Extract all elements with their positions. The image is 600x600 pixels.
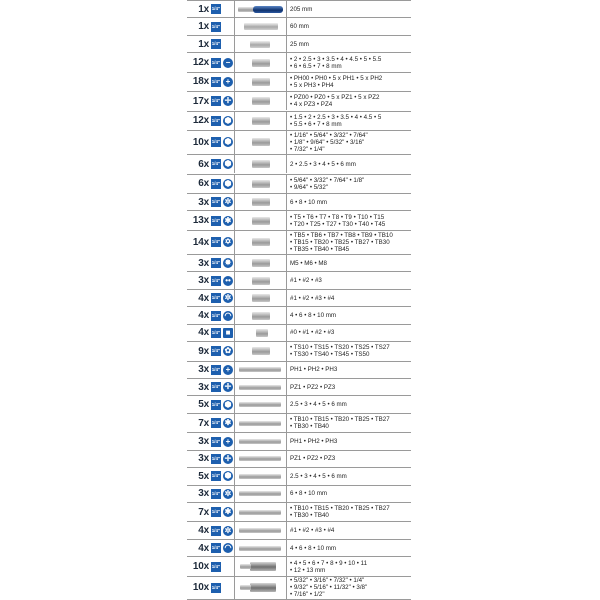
quantity: 4x [198, 310, 209, 322]
size-list: #1 • #2 • #3 • #4 [290, 527, 335, 535]
table-row [187, 230, 411, 254]
size-list: • 5/64" • 3/32" • 7/64" • 1/8" • 9/64" • 5/32" [290, 176, 365, 191]
size-list: • 2 • 2.5 • 3 • 3.5 • 4 • 4.5 • 5 • 5.5 • 6 • 6.5 • 7 • 8 mm [290, 55, 382, 70]
column-divider [286, 414, 287, 432]
table-row [187, 485, 411, 502]
column-divider [234, 73, 235, 91]
table-row [187, 193, 411, 210]
tool-bit-shape [252, 259, 270, 267]
size-list: 2.5 • 3 • 4 • 5 • 6 mm [290, 401, 347, 409]
table-row [187, 210, 411, 229]
size-list: PZ1 • PZ2 • PZ3 [290, 383, 336, 391]
column-divider [234, 540, 235, 556]
column-divider [286, 175, 287, 193]
table-row [187, 432, 411, 449]
size-list: 4 • 6 • 8 • 10 mm [290, 312, 337, 320]
column-divider [234, 396, 235, 412]
table-row [187, 413, 411, 432]
pozidriv-tip-icon: ✛ [224, 96, 232, 106]
quantity: 4x [198, 525, 209, 537]
size-list: 2 • 2.5 • 3 • 4 • 5 • 6 mm [290, 160, 356, 168]
bit-image [236, 231, 284, 254]
long-image [236, 468, 284, 484]
table-row [187, 35, 411, 52]
column-divider [234, 451, 235, 467]
size-list: PH1 • PH2 • PH3 [290, 366, 338, 374]
spanner-tip-icon: •• [223, 276, 233, 286]
tool-bit-shape [252, 347, 270, 355]
quantity: 18x [192, 76, 209, 88]
tool-bit-shape [252, 117, 270, 125]
bit-image [236, 255, 284, 271]
long-image [236, 540, 284, 556]
long-image [236, 503, 284, 521]
size-list: 25 mm [290, 40, 309, 48]
column-divider [234, 325, 235, 341]
drive-size-badge: 1/4" [211, 526, 221, 536]
tool-bit-shape [252, 138, 270, 146]
drive-size-badge: 1/4" [211, 137, 221, 147]
quantity: 7x [198, 417, 209, 429]
triwing-tip-icon: ✲ [224, 525, 232, 535]
table-row [187, 0, 411, 17]
quantity: 1x [198, 38, 209, 50]
quantity: 4x [198, 327, 209, 339]
quantity: 3x [198, 257, 209, 269]
tool-bit-shape [239, 439, 281, 444]
table-row [187, 502, 411, 521]
tool-bit-shape [256, 329, 268, 337]
column-divider [286, 272, 287, 288]
drive-size-badge: 1/4" [211, 39, 221, 49]
table-row [187, 72, 411, 91]
tool-bit-shape [239, 528, 281, 533]
size-list: • TB10 • TB15 • TB20 • TB25 • TB27 • TB30 • TB40 [290, 505, 390, 520]
hex-ball-tip-icon: ⬢ [224, 159, 232, 169]
column-divider [234, 557, 235, 575]
column-divider [286, 468, 287, 484]
long-image [236, 433, 284, 449]
tool-bit-shape [244, 23, 278, 30]
column-divider [234, 522, 235, 538]
tool-bit-shape [250, 41, 270, 48]
spline-tip-icon: ✸ [224, 258, 232, 268]
column-divider [286, 451, 287, 467]
column-divider [234, 53, 235, 71]
table-row [187, 539, 411, 556]
size-list: 4 • 6 • 8 • 10 mm [290, 544, 337, 552]
tool-bit-shape [239, 421, 281, 426]
column-divider [286, 379, 287, 395]
size-list: #1 • #2 • #3 • #4 [290, 294, 335, 302]
oneway-tip-icon: ◠ [224, 310, 232, 320]
oneway-tip-icon: ◠ [224, 543, 232, 553]
size-list: • 4 • 5 • 6 • 7 • 8 • 9 • 10 • 11 • 12 • 13 mm [290, 559, 368, 574]
column-divider [286, 362, 287, 378]
pozidriv-tip-icon: ✛ [224, 453, 232, 463]
table-row [187, 17, 411, 34]
table-row [187, 378, 411, 395]
column-divider [286, 18, 287, 34]
column-divider [234, 194, 235, 210]
column-divider [234, 486, 235, 502]
drive-size-badge: 1/4" [211, 216, 221, 226]
tool-bit-shape [252, 294, 270, 302]
quantity: 1x [198, 21, 209, 33]
tool-bit-shape [250, 583, 276, 592]
bit-image [236, 155, 284, 173]
long-image [236, 486, 284, 502]
handle-image [253, 6, 283, 13]
size-list: • T5 • T6 • T7 • T8 • T9 • T10 • T15 • T20 • T25 • T27 • T30 • T40 • T45 [290, 213, 386, 228]
column-divider [234, 18, 235, 34]
table-row [187, 521, 411, 538]
table-row [187, 289, 411, 306]
tool-bit-shape [252, 238, 270, 246]
pozidriv-tip-icon: ✛ [224, 382, 232, 392]
drive-size-badge: 1/4" [211, 507, 221, 517]
drive-size-badge: 1/4" [211, 583, 221, 593]
table-row [187, 361, 411, 378]
tool-bit-shape [252, 78, 270, 86]
drive-size-badge: 1/4" [211, 293, 221, 303]
table-row [187, 154, 411, 173]
table-row [187, 91, 411, 110]
column-divider [234, 112, 235, 130]
size-list: • TB10 • TB15 • TB20 • TB25 • TB27 • TB30 • TB40 [290, 416, 390, 431]
column-divider [286, 486, 287, 502]
bit-image [236, 73, 284, 91]
nut-setter-image [236, 577, 284, 599]
phillips-tip-icon: + [223, 437, 233, 447]
size-list: 2.5 • 3 • 4 • 5 • 6 mm [290, 472, 347, 480]
tool-bit-shape [239, 385, 281, 390]
table-row [187, 271, 411, 288]
long-image [236, 414, 284, 432]
bit-image [236, 92, 284, 110]
column-divider [286, 131, 287, 154]
screwdriver-handle-image [236, 1, 284, 17]
drive-size-badge: 1/4" [211, 96, 221, 106]
bit-image [236, 194, 284, 210]
column-divider [234, 379, 235, 395]
bit-image [236, 290, 284, 306]
drive-size-badge: 1/4" [211, 22, 221, 32]
hex-ball-tip-icon: ⬢ [224, 178, 232, 188]
size-list: • TS10 • TS15 • TS20 • TS25 • TS27 • TS30 • TS40 • TS45 • TS50 [290, 344, 390, 359]
quantity: 6x [198, 178, 209, 190]
table-row [187, 395, 411, 412]
long-image [236, 362, 284, 378]
quantity: 3x [198, 275, 209, 287]
quantity: 4x [198, 542, 209, 554]
column-divider [234, 433, 235, 449]
parts-table [187, 0, 411, 600]
table-row [187, 254, 411, 271]
drive-size-badge: 1/4" [211, 159, 221, 169]
drive-size-badge: 1/4" [211, 382, 221, 392]
shank-shape [240, 585, 251, 590]
column-divider [234, 342, 235, 360]
quantity: 7x [198, 506, 209, 518]
quantity: 10x [192, 582, 209, 594]
quantity: 13x [192, 215, 209, 227]
slotted-tip-icon: − [223, 58, 233, 68]
table-row [187, 174, 411, 193]
triwing-tip-icon: ✲ [224, 197, 232, 207]
quantity: 3x [198, 436, 209, 448]
size-list: • 5/32" • 3/16" • 7/32" • 1/4" • 9/32" • 5/16" • 11/32" • 3/8" • 7/16" • 1/2" [290, 577, 368, 599]
size-list: 60 mm [290, 23, 309, 31]
column-divider [286, 290, 287, 306]
torx-tip-icon: ✱ [224, 507, 232, 517]
tool-bit-shape [239, 491, 281, 496]
drive-size-badge: 1/4" [211, 179, 221, 189]
drive-size-badge: 1/4" [211, 489, 221, 499]
long-image [236, 451, 284, 467]
column-divider [286, 211, 287, 229]
column-divider [286, 307, 287, 323]
quantity: 14x [192, 236, 209, 248]
column-divider [286, 522, 287, 538]
column-divider [234, 1, 235, 17]
drive-size-badge: 1/4" [211, 471, 221, 481]
triwing-tip-icon: ✲ [224, 488, 232, 498]
drive-size-badge: 1/4" [211, 258, 221, 268]
square-tip-icon: ■ [223, 328, 233, 338]
size-list: PZ1 • PZ2 • PZ3 [290, 455, 336, 463]
bit-image [236, 112, 284, 130]
bit-image [236, 307, 284, 323]
tool-bit-shape [239, 510, 281, 515]
drive-size-badge: 1/4" [211, 311, 221, 321]
column-divider [286, 433, 287, 449]
shank-shape [240, 564, 251, 569]
quantity: 10x [192, 561, 209, 573]
long-image [236, 396, 284, 412]
pentalobe-tip-icon: ✿ [224, 346, 232, 356]
column-divider [286, 36, 287, 52]
tool-bit-shape [239, 456, 281, 461]
tool-bit-shape [239, 402, 281, 407]
bit-holder-short-image [236, 36, 284, 52]
column-divider [234, 36, 235, 52]
size-list: • PH00 • PH0 • 5 x PH1 • 5 x PH2 • 5 x PH3 • PH4 [290, 74, 383, 89]
shaft-image [238, 7, 254, 12]
drive-size-badge: 1/4" [211, 543, 221, 553]
quantity: 10x [192, 136, 209, 148]
column-divider [234, 468, 235, 484]
tool-bit-shape [252, 217, 270, 225]
column-divider [234, 92, 235, 110]
table-row [187, 111, 411, 130]
column-divider [286, 577, 287, 599]
column-divider [234, 255, 235, 271]
drive-size-badge: 1/4" [211, 346, 221, 356]
tool-bit-shape [252, 198, 270, 206]
table-row [187, 576, 411, 600]
quantity: 9x [198, 345, 209, 357]
column-divider [286, 325, 287, 341]
drive-size-badge: 1/4" [211, 58, 221, 68]
column-divider [286, 1, 287, 17]
size-list: 205 mm [290, 5, 313, 13]
torx-tip-icon: ✱ [224, 418, 232, 428]
column-divider [286, 255, 287, 271]
table-row [187, 467, 411, 484]
quantity: 4x [198, 292, 209, 304]
quantity: 5x [198, 399, 209, 411]
size-list: • 1.5 • 2 • 2.5 • 3 • 3.5 • 4 • 4.5 • 5 • 5.5 • 6 • 7 • 8 mm [290, 113, 382, 128]
tool-bit-shape [252, 277, 270, 285]
drive-size-badge: 1/4" [211, 365, 221, 375]
bit-image [236, 131, 284, 154]
tool-bit-shape [239, 546, 281, 551]
hex-tip-icon: ⬢ [224, 399, 232, 409]
drive-size-badge: 1/4" [211, 328, 221, 338]
phillips-tip-icon: + [223, 365, 233, 375]
tool-bit-shape [252, 180, 270, 188]
tool-bit-shape [239, 367, 281, 372]
column-divider [234, 577, 235, 599]
bit-image [236, 272, 284, 288]
column-divider [286, 342, 287, 360]
column-divider [286, 53, 287, 71]
tool-bit-shape [239, 474, 281, 479]
drive-size-badge: 1/4" [211, 77, 221, 87]
size-list: • 1/16" • 5/64" • 3/32" • 7/64" • 1/8" • 9/64" • 5/32" • 3/16" • 7/32" • 1/4" [290, 131, 368, 153]
drive-size-badge: 1/4" [211, 116, 221, 126]
size-list: • TB5 • TB6 • TB7 • TB8 • TB9 • TB10 • TB15 • TB20 • TB25 • TB27 • TB30 • TB35 • TB40 • TB45 [290, 231, 393, 253]
bit-short-image [236, 325, 284, 341]
drive-size-badge: 1/4" [211, 418, 221, 428]
hex-tip-icon: ⬢ [224, 137, 232, 147]
column-divider [234, 307, 235, 323]
triwing-tip-icon: ✲ [224, 293, 232, 303]
column-divider [286, 503, 287, 521]
column-divider [286, 557, 287, 575]
torx-tip-icon: ✱ [224, 215, 232, 225]
tool-bit-shape [252, 160, 270, 168]
bit-image [236, 342, 284, 360]
drive-size-badge: 1/4" [211, 437, 221, 447]
quantity: 3x [198, 453, 209, 465]
drive-size-badge: 1/4" [211, 276, 221, 286]
quantity: 12x [192, 57, 209, 69]
bit-image [236, 211, 284, 229]
size-list: 6 • 8 • 10 mm [290, 198, 328, 206]
tool-bit-shape [252, 97, 270, 105]
quantity: 12x [192, 115, 209, 127]
column-divider [286, 396, 287, 412]
table-row [187, 556, 411, 575]
column-divider [234, 290, 235, 306]
drive-size-badge: 1/4" [211, 454, 221, 464]
table-row [187, 130, 411, 154]
column-divider [286, 92, 287, 110]
drive-size-badge: 1/4" [211, 197, 221, 207]
bit-image [236, 175, 284, 193]
quantity: 3x [198, 381, 209, 393]
column-divider [286, 155, 287, 173]
torx-tamper-tip-icon: ✡ [224, 237, 232, 247]
quantity: 3x [198, 488, 209, 500]
quantity: 5x [198, 470, 209, 482]
column-divider [234, 414, 235, 432]
column-divider [234, 362, 235, 378]
size-list: 6 • 8 • 10 mm [290, 490, 328, 498]
size-list: PH1 • PH2 • PH3 [290, 438, 338, 446]
long-image [236, 522, 284, 538]
size-list: M5 • M6 • M8 [290, 259, 327, 267]
column-divider [234, 175, 235, 193]
drive-size-badge: 1/4" [211, 562, 221, 572]
size-list: #0 • #1 • #2 • #3 [290, 329, 335, 337]
column-divider [234, 131, 235, 154]
quantity: 1x [198, 3, 209, 15]
table-row [187, 341, 411, 360]
hex-tip-icon: ⬢ [224, 471, 232, 481]
quantity: 3x [198, 364, 209, 376]
tool-bit-shape [252, 59, 270, 67]
bit-holder-long-image [236, 18, 284, 34]
column-divider [286, 73, 287, 91]
drive-size-badge: 1/4" [211, 237, 221, 247]
tool-bit-shape [252, 312, 270, 320]
size-list: #1 • #2 • #3 [290, 277, 322, 285]
column-divider [234, 211, 235, 229]
phillips-tip-icon: + [223, 77, 233, 87]
column-divider [286, 231, 287, 254]
column-divider [286, 540, 287, 556]
column-divider [286, 194, 287, 210]
hex-tip-icon: ⬢ [224, 115, 232, 125]
nut-setter-image [236, 557, 284, 575]
table-row [187, 52, 411, 71]
table-row [187, 324, 411, 341]
column-divider [234, 272, 235, 288]
quantity: 3x [198, 196, 209, 208]
quantity: 17x [192, 95, 209, 107]
bit-image [236, 53, 284, 71]
drive-size-badge: 1/4" [211, 400, 221, 410]
quantity: 6x [198, 158, 209, 170]
tool-bit-shape [250, 562, 276, 571]
long-image [236, 379, 284, 395]
column-divider [234, 155, 235, 173]
table-row [187, 306, 411, 323]
column-divider [286, 112, 287, 130]
size-list: • PZ00 • PZ0 • 5 x PZ1 • 5 x PZ2 • 4 x PZ3 • PZ4 [290, 94, 380, 109]
column-divider [234, 231, 235, 254]
drive-size-badge: 1/4" [211, 4, 221, 14]
column-divider [234, 503, 235, 521]
table-row [187, 450, 411, 467]
